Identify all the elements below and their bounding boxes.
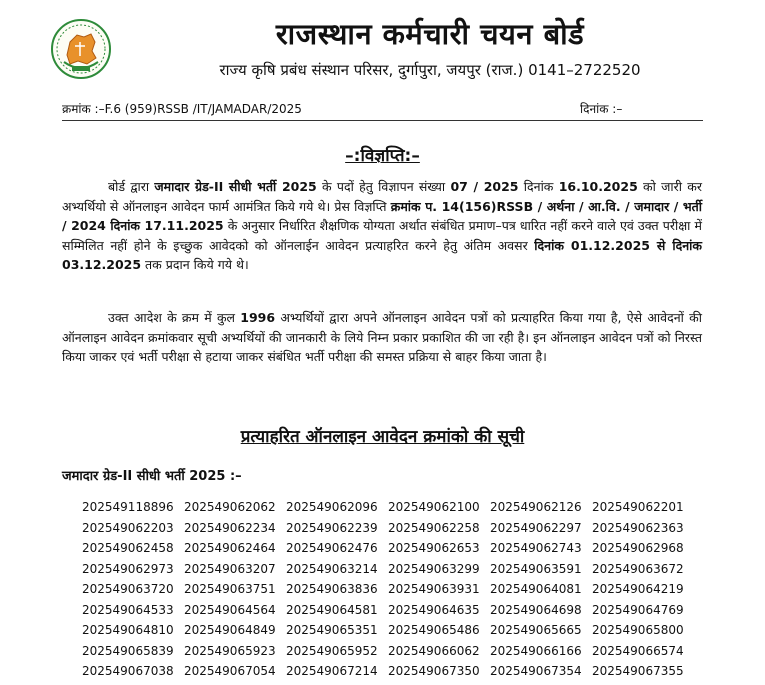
application-number: 202549064219: [592, 582, 684, 596]
application-number: 202549062968: [592, 541, 684, 555]
para1-run: 07 / 2025: [450, 179, 519, 194]
list-title: प्रत्याहरित ऑनलाइन आवेदन क्रमांको की सूची: [240, 427, 525, 447]
application-number: 202549065665: [490, 623, 582, 637]
application-number: 202549062363: [592, 520, 684, 535]
para1-run: 16.10.2025: [558, 179, 638, 194]
application-number: 202549066062: [388, 643, 480, 658]
application-number: 202549063207: [184, 561, 276, 576]
application-number: 202549062100: [388, 500, 480, 514]
para1-run: तक प्रदान किये गये थे।: [141, 257, 249, 272]
application-number: 202549067350: [388, 664, 480, 678]
application-number: 202549067354: [490, 664, 582, 678]
para1-run: बोर्ड द्वारा: [108, 179, 155, 194]
list-subtitle: जमादार ग्रेड-II सीधी भर्ती 2025 :–: [62, 469, 242, 484]
application-number: 202549064849: [184, 623, 276, 637]
application-number: 202549062653: [388, 541, 480, 555]
application-number: 202549062464: [184, 541, 276, 555]
application-number: 202549063672: [592, 561, 684, 576]
application-number: 202549067214: [286, 664, 378, 678]
application-number: 202549063720: [82, 582, 174, 596]
application-number: 202549066166: [490, 643, 582, 658]
application-number: 202549066574: [592, 643, 684, 658]
paragraph-1-text: [62, 179, 702, 272]
application-number: 202549064810: [82, 623, 174, 637]
application-number: 202549065839: [82, 643, 174, 658]
application-number: 202549062973: [82, 561, 174, 576]
application-number: 202549064698: [490, 602, 582, 617]
application-number: 202549063751: [184, 582, 276, 596]
application-number: 202549067054: [184, 664, 276, 678]
para2-run: उक्त आदेश के क्रम में कुल: [108, 310, 241, 325]
notice-paragraph-1: [62, 177, 702, 275]
para2-run: 1996: [240, 310, 276, 325]
application-number: 202549064564: [184, 602, 276, 617]
application-number: 202549064635: [388, 602, 480, 617]
application-number: 202549065923: [184, 643, 276, 658]
application-number: 202549065800: [592, 623, 684, 637]
application-number: 202549064081: [490, 582, 582, 596]
para1-run: के पदों हेतु विज्ञापन संख्या: [316, 179, 451, 194]
application-number: 202549062239: [286, 520, 378, 535]
para1-run: के अनुसार निर्धारित शैक्षणिक योग्यता अर्थात संबंधित प्रमाण–पत्र धारित नहीं करने वाले एवं उक्त परीक्षा में सम्मिलित नहीं होने के इच्छुक आवेदको को ऑनलाईन आवेदन प्रत्याहरित करने हेतु अंतिम अवसर: [62, 218, 703, 253]
application-number: 202549065952: [286, 643, 378, 658]
application-number: 202549062743: [490, 541, 582, 555]
date-label: दिनांक :–: [580, 102, 623, 116]
application-number: 202549062297: [490, 520, 582, 535]
application-number: 202549067355: [592, 664, 684, 678]
para1-run: को जारी कर अभ्यर्थियो‍ से ऑनलाइन आवेदन फार्म आमंत्रित किये गये थे। प्रेस विज्ञप्ति: [62, 179, 702, 214]
application-number: 202549062234: [184, 520, 276, 535]
para1-run: दिनांक: [518, 179, 559, 194]
para1-run: क्रमांक प. 14(156)RSSB / अर्थना / आ.वि. / जमादार / भर्ती / 2024 दिनांक 17.11.2025: [62, 198, 702, 233]
application-number: 202549064533: [82, 602, 174, 617]
application-number: 202549062203: [82, 520, 174, 535]
application-number: 202549067038: [82, 664, 174, 678]
application-number: 202549062201: [592, 500, 684, 514]
application-number: 202549063591: [490, 561, 582, 576]
header-divider: [62, 120, 703, 121]
notice-title: –:विज्ञप्ति:–: [345, 146, 420, 166]
application-number-grid: [82, 500, 722, 685]
application-number: 202549065351: [286, 623, 378, 637]
para1-run: जमादार ग्रेड-II सीधी भर्ती 2025: [154, 179, 317, 194]
application-number: 202549063214: [286, 561, 378, 576]
application-number: 202549064581: [286, 602, 378, 617]
org-title: राजस्थान कर्मचारी चयन बोर्ड: [275, 17, 585, 51]
application-number: 202549063931: [388, 582, 480, 596]
application-number: 202549064769: [592, 602, 684, 617]
application-number: 202549062096: [286, 500, 378, 514]
application-number: 202549062062: [184, 500, 276, 514]
application-number: 202549062258: [388, 520, 480, 535]
application-number: 202549063299: [388, 561, 480, 576]
application-number: 202549065486: [388, 623, 480, 637]
para2-run: अभ्यर्थियों द्वारा अपने ऑनलाइन आवेदन पत्रों को प्रत्याहरित किया गया है, ऐसे आवेदनों की ऑनलाइन आवेदन क्रमांकवार सूची अभ्यर्थियों की जानकारी के लिये निम्न प्रकार प्रकाशित की जा रही है। इन ऑनलाइन आवेदन पत्रों को निरस्त किया जाकर एवं भर्ती परीक्षा से हटाया जाकर संबंधित भर्ती परीक्षा की समस्त प्रक्रिया से बाहर किया जाता है।: [62, 310, 702, 364]
reference-number: क्रमांक :–F.6 (959)RSSB /IT/JAMADAR/2025: [62, 102, 302, 116]
application-number: 202549063836: [286, 582, 378, 596]
para1-run: दिनांक 01.12.2025 से दिनांक 03.12.2025: [62, 237, 702, 272]
application-number: 202549062126: [490, 500, 582, 514]
application-number: 202549062458: [82, 541, 174, 555]
org-address: राज्य कृषि प्रबंध संस्थान परिसर, दुर्गापुरा, जयपुर (राज.) 0141–2722520: [219, 61, 641, 79]
application-number: 202549118896: [82, 500, 174, 514]
rajasthan-map-emblem-icon: [50, 18, 112, 80]
notice-paragraph-2: [62, 308, 702, 367]
paragraph-2-text: [62, 310, 702, 364]
application-number: 202549062476: [286, 541, 378, 555]
